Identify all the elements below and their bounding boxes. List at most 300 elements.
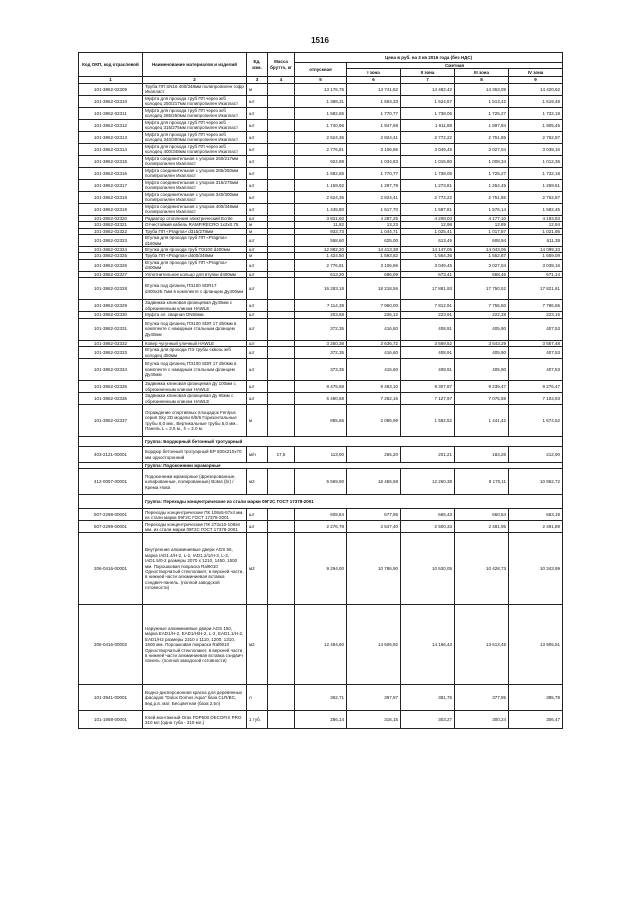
table-row	[79, 179, 563, 191]
price-zone3: 183,26	[455, 447, 509, 463]
item-name: Труба ПП «Pragma» d315/278мм	[143, 228, 247, 234]
price-zone4: 671,14	[509, 271, 563, 277]
price-zone2: 9 307,87	[401, 381, 455, 393]
item-unit: шт	[247, 312, 268, 318]
price-zone3: 13 613,45	[455, 605, 509, 685]
table-row	[79, 469, 563, 495]
item-code: 206-0416-00002	[79, 605, 143, 685]
item-code: 101-3862-02332	[79, 340, 143, 346]
price-zone4: 407,53	[509, 347, 563, 359]
price-zone2: 408,91	[401, 347, 455, 359]
column-number: 5	[295, 77, 347, 83]
table-row	[79, 83, 563, 95]
price-zone4: 7 103,93	[509, 393, 563, 405]
price-zone1: 2 824,41	[347, 191, 401, 203]
price-zone2: 14 147,05	[401, 247, 455, 253]
column-number: 4	[268, 77, 295, 83]
item-name: Труба ПП SN16 400/348мм полипропилен гофр Икапласт	[143, 83, 247, 95]
price-zone1: 3 106,86	[347, 259, 401, 271]
price-zone1: 16 456,58	[347, 469, 401, 495]
item-unit: шт	[247, 318, 268, 340]
item-code: 101-3862-02325	[79, 253, 143, 259]
price-zone1: 14 413,38	[347, 247, 401, 253]
item-mass	[268, 155, 295, 167]
item-name: Втулка под фланец ПЭ100 SDR17 d400x25.7мм в комплекте с фланцем Ду400мм	[143, 278, 247, 300]
item-code: 101-3941-00001	[79, 685, 143, 711]
price-zone3: 9 239,47	[455, 381, 509, 393]
table-row	[79, 119, 563, 131]
item-name: Муфта для прохода труб ПП через ж/б колодец 400/348мм полипропилен Икапласт	[143, 143, 247, 155]
price-zone1: 1 617,70	[347, 203, 401, 215]
item-unit: шт	[247, 278, 268, 300]
price-zone3: 608,94	[455, 235, 509, 247]
table-row	[79, 300, 563, 312]
price-zone4: 385,78	[509, 685, 563, 711]
table-row	[79, 711, 563, 729]
price-release: 12 494,60	[295, 605, 347, 685]
price-zone3: 9 170,11	[455, 469, 509, 495]
item-name: Муфта эл. сварная DN50мм	[143, 312, 247, 318]
price-zone1: 9 483,10	[347, 381, 401, 393]
price-zone3: 2 481,95	[455, 521, 509, 533]
price-zone4: 212,90	[509, 447, 563, 463]
price-zone1: 7 262,16	[347, 393, 401, 405]
price-zone3: 1 441,42	[455, 405, 509, 437]
item-mass	[268, 83, 295, 95]
item-mass	[268, 318, 295, 340]
price-zone4: 2 762,87	[509, 131, 563, 143]
price-zone4: 1 732,18	[509, 167, 563, 179]
table-row	[79, 167, 563, 179]
price-zone2: 12 260,38	[401, 469, 455, 495]
item-mass	[268, 469, 295, 495]
price-zone1: 677,95	[347, 509, 401, 521]
table-row	[79, 155, 563, 167]
item-mass	[268, 393, 295, 405]
item-unit: шт	[247, 167, 268, 179]
table-row	[79, 393, 563, 405]
item-unit: м	[247, 253, 268, 259]
item-unit: шт	[247, 381, 268, 393]
table-row	[79, 533, 563, 605]
price-release: 362,71	[295, 685, 347, 711]
item-code: 101-3862-02328	[79, 278, 143, 300]
item-code: 101-3862-02321	[79, 222, 143, 228]
item-mass	[268, 191, 295, 203]
price-zone4: 1 559,09	[509, 253, 563, 259]
price-zone2: 1 524,67	[401, 95, 455, 107]
group-code-cell	[79, 437, 143, 447]
price-zone3: 4 177,10	[455, 215, 509, 221]
item-mass	[268, 167, 295, 179]
price-zone1: 10 786,90	[347, 533, 401, 605]
header-mass: Масса брутто, кг	[268, 53, 295, 77]
price-release: 9 294,00	[295, 533, 347, 605]
price-zone2: 4 208,03	[401, 215, 455, 221]
item-code: 507-2298-00001	[79, 509, 143, 521]
price-zone3: 3 027,04	[455, 143, 509, 155]
item-code: 101-3862-02331	[79, 318, 143, 340]
item-mass	[268, 119, 295, 131]
item-unit: м	[247, 83, 268, 95]
item-name: Втулка для прохода труб ПП «Pragma» d160мм	[143, 235, 247, 247]
item-unit: м/п	[247, 447, 268, 463]
item-code: 101-3862-02310	[79, 95, 143, 107]
item-name: Задвижка клиновая фланцевая Ду40мм с обрезиненным клином HAWLE	[143, 300, 247, 312]
price-release: 1 740,96	[295, 119, 347, 131]
price-zone4: 1 674,52	[509, 405, 563, 437]
price-release: 1 424,50	[295, 253, 347, 259]
price-zone4: 1 012,36	[509, 155, 563, 167]
price-zone2: 201,21	[401, 447, 455, 463]
price-release: 372,35	[295, 318, 347, 340]
header-price-title: Цена в руб. на 3 кв 2016 года (без НДС)	[295, 53, 563, 63]
price-zone2: 10 530,05	[401, 533, 455, 605]
item-mass	[268, 143, 295, 155]
item-unit: шт	[247, 131, 268, 143]
item-unit: шт	[247, 340, 268, 346]
price-release: 7 114,38	[295, 300, 347, 312]
item-unit: м2	[247, 533, 268, 605]
price-zone3: 1 725,27	[455, 167, 509, 179]
price-zone2: 1 015,80	[401, 155, 455, 167]
column-number: 7	[401, 77, 455, 83]
price-zone4: 10 862,72	[509, 469, 563, 495]
header-zone2: II зона	[401, 69, 455, 77]
price-zone3: 660,54	[455, 509, 509, 521]
item-name: Муфта соединительная с упором 315/275мм полипропилен Икапласт	[143, 179, 247, 191]
table-row	[79, 509, 563, 521]
price-release: 373,35	[295, 359, 347, 381]
item-unit: м	[247, 228, 268, 234]
price-zone3: 10 428,73	[455, 533, 509, 605]
item-mass	[268, 405, 295, 437]
item-name: Водно-дисперсионная краска для деревянных фасадов "Dulux Domus Aqua" база CLR/BC, вед.р.в. мат. Бесцветная (база 2,5л)	[143, 685, 247, 711]
price-zone1: 1 947,69	[347, 119, 401, 131]
price-zone2: 303,27	[401, 711, 455, 729]
price-release: 113,90	[295, 447, 347, 463]
price-zone2: 223,91	[401, 312, 455, 318]
item-code: 403-2121-00001	[79, 447, 143, 463]
page-number: 1516	[311, 36, 329, 45]
price-zone3: 377,95	[455, 685, 509, 711]
table-row	[79, 107, 563, 119]
group-title: Группа: Подоконники мраморные	[143, 463, 563, 469]
price-zone3: 1 264,45	[455, 179, 509, 191]
item-code: 101-3862-02329	[79, 300, 143, 312]
price-zone2: 1 025,41	[401, 228, 455, 234]
item-code: 101-3862-02327	[79, 271, 143, 277]
price-zone1: 416,60	[347, 318, 401, 340]
header-zone3: III зона	[455, 69, 509, 77]
item-name: Втулка для прохода ПЭ трубы сквозь ж/б колодец d50мм	[143, 347, 247, 359]
table-row	[79, 405, 563, 437]
price-zone2: 408,91	[401, 359, 455, 381]
price-zone4: 663,19	[509, 509, 563, 521]
item-name: Муфта соединительная с упором 400/348мм полипропилен Икапласт	[143, 203, 247, 215]
price-zone4: 3 039,16	[509, 143, 563, 155]
item-name: Ограждение спортивных площадок Fenlyus серия Sky 2D модели 6/5/6 Горизонтальные трубы 8,0 мм., Вертикальные трубы 5,0 мм.. Панель L = 2,5 м., h = 2.0 м.	[143, 405, 247, 437]
group-code-cell	[79, 495, 143, 509]
header-name: Наименование материалов и изделий	[143, 53, 247, 77]
price-zone2: 1 582,52	[401, 405, 455, 437]
price-release: 865,65	[295, 405, 347, 437]
item-code: 101-3862-02313	[79, 131, 143, 143]
price-zone3: 300,24	[455, 711, 509, 729]
table-body	[79, 83, 563, 729]
table-row	[79, 278, 563, 300]
item-mass	[268, 509, 295, 521]
table-row	[79, 521, 563, 533]
price-zone3: 12,89	[455, 222, 509, 228]
item-mass	[268, 347, 295, 359]
item-unit: м	[247, 222, 268, 228]
item-unit: шт	[247, 347, 268, 359]
price-zone3: 222,28	[455, 312, 509, 318]
price-zone1: 316,15	[347, 711, 401, 729]
price-release: 2 776,81	[295, 259, 347, 271]
item-name: Муфта соединительная с упором 340/300мм полипропилен Икапласт	[143, 191, 247, 203]
price-zone2: 7 127,97	[401, 393, 455, 405]
price-zone4: 14 099,33	[509, 247, 563, 253]
price-zone1: 625,00	[347, 235, 401, 247]
price-zone4: 17 821,61	[509, 278, 563, 300]
price-zone2: 14 166,43	[401, 605, 455, 685]
item-name: Наружные алюминиевые двери AGS 150, марка EAD1/Н-2, EAD1/H/Н-2, L-2, EAD1.1/H-2, EAD1/Н2 размеры 2310 х 1110, 1200, 1310, 1500 мм. Порошковая покраска Ral9010 Одностворчатый стеклопакет, в верхней части, в нижней части алюминиевая вставка сэндвич панель. (полной заводской готовности)	[143, 605, 247, 685]
item-unit: шт	[247, 179, 268, 191]
price-zone1: 2 824,41	[347, 131, 401, 143]
price-zone3: 14 363,09	[455, 83, 509, 95]
price-zone1: 397,97	[347, 685, 401, 711]
item-name: Переходы концентрические ПК 273х10-108х6 мм. из стали марки 09Г2С ГОСТ 17378-2001	[143, 521, 247, 533]
item-name: Задвижка клиновая фланцевая Ду 65мм с обрезиненным клином HAWLE	[143, 393, 247, 405]
price-zone2: 7 812,91	[401, 300, 455, 312]
price-zone1: 14 741,62	[347, 83, 401, 95]
item-code: 101-3862-02337	[79, 405, 143, 437]
item-mass	[268, 179, 295, 191]
item-code: 206-0416-00001	[79, 533, 143, 605]
price-zone4: 4 193,83	[509, 215, 563, 221]
item-name: Муфта для прохода труб ПП через ж/б колодец 315/275мм полипропилен Икапласт	[143, 119, 247, 131]
price-release: 3 831,60	[295, 215, 347, 221]
price-zone1: 1 593,82	[347, 253, 401, 259]
item-unit: шт	[247, 155, 268, 167]
price-zone4: 3 039,16	[509, 259, 563, 271]
item-mass	[268, 521, 295, 533]
item-name: Ковер чугунный уличный HAWLE	[143, 340, 247, 346]
price-zone3: 1 552,87	[455, 253, 509, 259]
item-code: 101-3862-02309	[79, 83, 143, 95]
price-zone3: 1 725,27	[455, 107, 509, 119]
item-name: Муфта соединительная с упором 285/250мм полипропилен Икапласт	[143, 167, 247, 179]
item-name: Отчестойкий кабель RAMFIRECRO 1x2x0.75	[143, 222, 247, 228]
item-name: Переходы концентрические ПК 108х5-57х4 мм. из стали марки 09Г2С ГОСТ 17378-2001	[143, 509, 247, 521]
price-zone3: 405,90	[455, 318, 509, 340]
item-code: 101-3862-02323	[79, 235, 143, 247]
price-zone2: 3 049,45	[401, 143, 455, 155]
price-zone4: 1 021,95	[509, 228, 563, 234]
item-code: 101-3862-02326	[79, 259, 143, 271]
table-row	[79, 95, 563, 107]
price-zone1: 4 287,25	[347, 215, 401, 221]
price-zone2: 673,41	[401, 271, 455, 277]
price-zone1: 3 106,86	[347, 143, 401, 155]
item-mass	[268, 605, 295, 685]
item-name: Задвижка клиновая фланцевая Ду 100мм с обрезиненным клином HAWLE	[143, 381, 247, 393]
header-unit: Ед. изм.	[247, 53, 268, 77]
item-code: 101-3862-02317	[79, 179, 143, 191]
item-code: 101-1958-00001	[79, 711, 143, 729]
header-estimate: Сметная	[347, 63, 563, 69]
table-row	[79, 259, 563, 271]
item-code: 101-3862-02318	[79, 191, 143, 203]
item-mass	[268, 95, 295, 107]
price-zone1: 416,60	[347, 359, 401, 381]
price-zone1: 226,12	[347, 312, 401, 318]
item-name: Втулка под фланец ПЭ100 SDR 17 d50мм в комплекте с накидным стальным фланцем Ду40мм	[143, 359, 247, 381]
item-code: 101-3862-02316	[79, 167, 143, 179]
price-zone1: 14 506,92	[347, 605, 401, 685]
item-code: 101-3862-02335	[79, 381, 143, 393]
item-unit: шт	[247, 95, 268, 107]
item-unit: м2	[247, 605, 268, 685]
item-unit: шт	[247, 107, 268, 119]
item-code: 101-3862-02311	[79, 107, 143, 119]
item-unit: шт	[247, 271, 268, 277]
price-zone2: 665,43	[401, 509, 455, 521]
item-mass	[268, 711, 295, 729]
price-release: 13 176,75	[295, 83, 347, 95]
item-unit: м	[247, 405, 268, 437]
price-release: 1 582,65	[295, 107, 347, 119]
price-release: 286,14	[295, 711, 347, 729]
price-zone3: 7 755,50	[455, 300, 509, 312]
price-zone2: 408,91	[401, 318, 455, 340]
price-zone1: 2 547,40	[347, 521, 401, 533]
price-release: 203,68	[295, 312, 347, 318]
table-row	[79, 685, 563, 711]
price-release: 6 490,68	[295, 393, 347, 405]
table-row	[79, 359, 563, 381]
price-release: 372,35	[295, 347, 347, 359]
price-release: 558,60	[295, 235, 347, 247]
price-zone2: 1 273,81	[401, 179, 455, 191]
item-unit: шт	[247, 509, 268, 521]
item-code: 101-3862-02324	[79, 247, 143, 253]
header-zone1: I зона	[347, 69, 401, 77]
price-zone1: 1 770,77	[347, 167, 401, 179]
price-release: 16 283,18	[295, 278, 347, 300]
price-zone2: 1 564,36	[401, 253, 455, 259]
price-zone4: 7 786,56	[509, 300, 563, 312]
item-mass	[268, 685, 295, 711]
price-zone3: 3 543,29	[455, 340, 509, 346]
item-unit: 1 туб.	[247, 711, 268, 729]
item-code: 101-3862-02330	[79, 312, 143, 318]
price-zone4: 223,16	[509, 312, 563, 318]
price-zone3: 17 750,52	[455, 278, 509, 300]
price-zone2: 2 772,22	[401, 131, 455, 143]
price-zone1: 3 636,72	[347, 340, 401, 346]
price-zone3: 405,90	[455, 359, 509, 381]
item-code: 101-3862-02320	[79, 215, 143, 221]
item-mass	[268, 300, 295, 312]
price-zone2: 3 049,45	[401, 259, 455, 271]
price-zone4: 12,94	[509, 222, 563, 228]
price-zone1: 686,09	[347, 271, 401, 277]
price-zone4: 407,53	[509, 318, 563, 340]
price-table	[78, 52, 563, 729]
item-name: Втулка под фланец ПЭ100 SDR 17 d50мм в комплекте с накидным стальным фланцем Ду40мм	[143, 318, 247, 340]
item-unit: шт	[247, 119, 268, 131]
item-mass	[268, 203, 295, 215]
price-zone4: 13 905,51	[509, 605, 563, 685]
price-zone2: 1 911,89	[401, 119, 455, 131]
price-release: 1 582,65	[295, 167, 347, 179]
item-name: Муфта для прохода труб ПП через ж/б колодец 340/300мм полипропилен Икапласт	[143, 131, 247, 143]
item-mass	[268, 278, 295, 300]
price-release: 924,98	[295, 155, 347, 167]
table-row	[79, 191, 563, 203]
price-release: 1 445,80	[295, 203, 347, 215]
table-row	[79, 203, 563, 215]
price-release: 2 776,81	[295, 143, 347, 155]
price-zone2: 2 772,22	[401, 191, 455, 203]
price-zone2: 3 569,52	[401, 340, 455, 346]
item-unit: шт	[247, 247, 268, 253]
price-release: 933,73	[295, 228, 347, 234]
item-name: Муфта для прохода труб ПП через ж/б колодец 285/250мм полипропилен Икапласт	[143, 107, 247, 119]
price-zone4: 9 276,47	[509, 381, 563, 393]
price-zone4: 2 762,87	[509, 191, 563, 203]
table-row	[79, 347, 563, 359]
item-unit: шт	[247, 259, 268, 271]
item-mass: 17,5	[268, 447, 295, 463]
price-release: 8 475,69	[295, 381, 347, 393]
price-zone4: 3 557,48	[509, 340, 563, 346]
price-zone3: 1 576,14	[455, 203, 509, 215]
price-release: 2 524,36	[295, 191, 347, 203]
item-unit: шт	[247, 300, 268, 312]
price-zone1: 1 034,83	[347, 155, 401, 167]
price-zone3: 1 008,34	[455, 155, 509, 167]
price-release: 2 276,78	[295, 521, 347, 533]
price-zone1: 1 770,77	[347, 107, 401, 119]
item-name: Клей монтажный Oras FDP500 DECOFIX PRO 310 мл (одна туба - 310 мл.)	[143, 711, 247, 729]
item-unit: л	[247, 685, 268, 711]
column-number: 1	[79, 77, 143, 83]
price-zone2: 12,98	[401, 222, 455, 228]
price-zone2: 2 500,33	[401, 521, 455, 533]
table-row	[79, 381, 563, 393]
item-mass	[268, 533, 295, 605]
price-zone1: 18 218,56	[347, 278, 401, 300]
table-row	[79, 605, 563, 685]
price-zone4: 1 905,45	[509, 119, 563, 131]
price-zone3: 1 017,87	[455, 228, 509, 234]
item-name: Внутренние алюминиевые двери AGS 55, марка IAD1.4/Н-2, L-2, IAD1.2/1/Н-3, L-3, IAD1.5/0-2 размеры 2070 х 1210, 1450, 1500 мм. Порошковая покраска Ral9010 Одностворчатый стеклопакет, в верхней части, в нижней части алюминиевая вставка сэндвич-панель. (полной заводской готовности)	[143, 533, 247, 605]
column-number: 6	[347, 77, 401, 83]
price-zone4: 611,38	[509, 235, 563, 247]
item-mass	[268, 107, 295, 119]
price-zone3: 2 751,85	[455, 131, 509, 143]
group-title: Группа: Переходы концентрические из стали марки 09Г2С ГОСТ 17378-2001	[143, 495, 563, 509]
item-code: 101-3862-02333	[79, 347, 143, 359]
price-zone2: 1 738,05	[401, 167, 455, 179]
item-unit: шт	[247, 521, 268, 533]
item-mass	[268, 381, 295, 393]
item-code: 101-3862-02315	[79, 155, 143, 167]
